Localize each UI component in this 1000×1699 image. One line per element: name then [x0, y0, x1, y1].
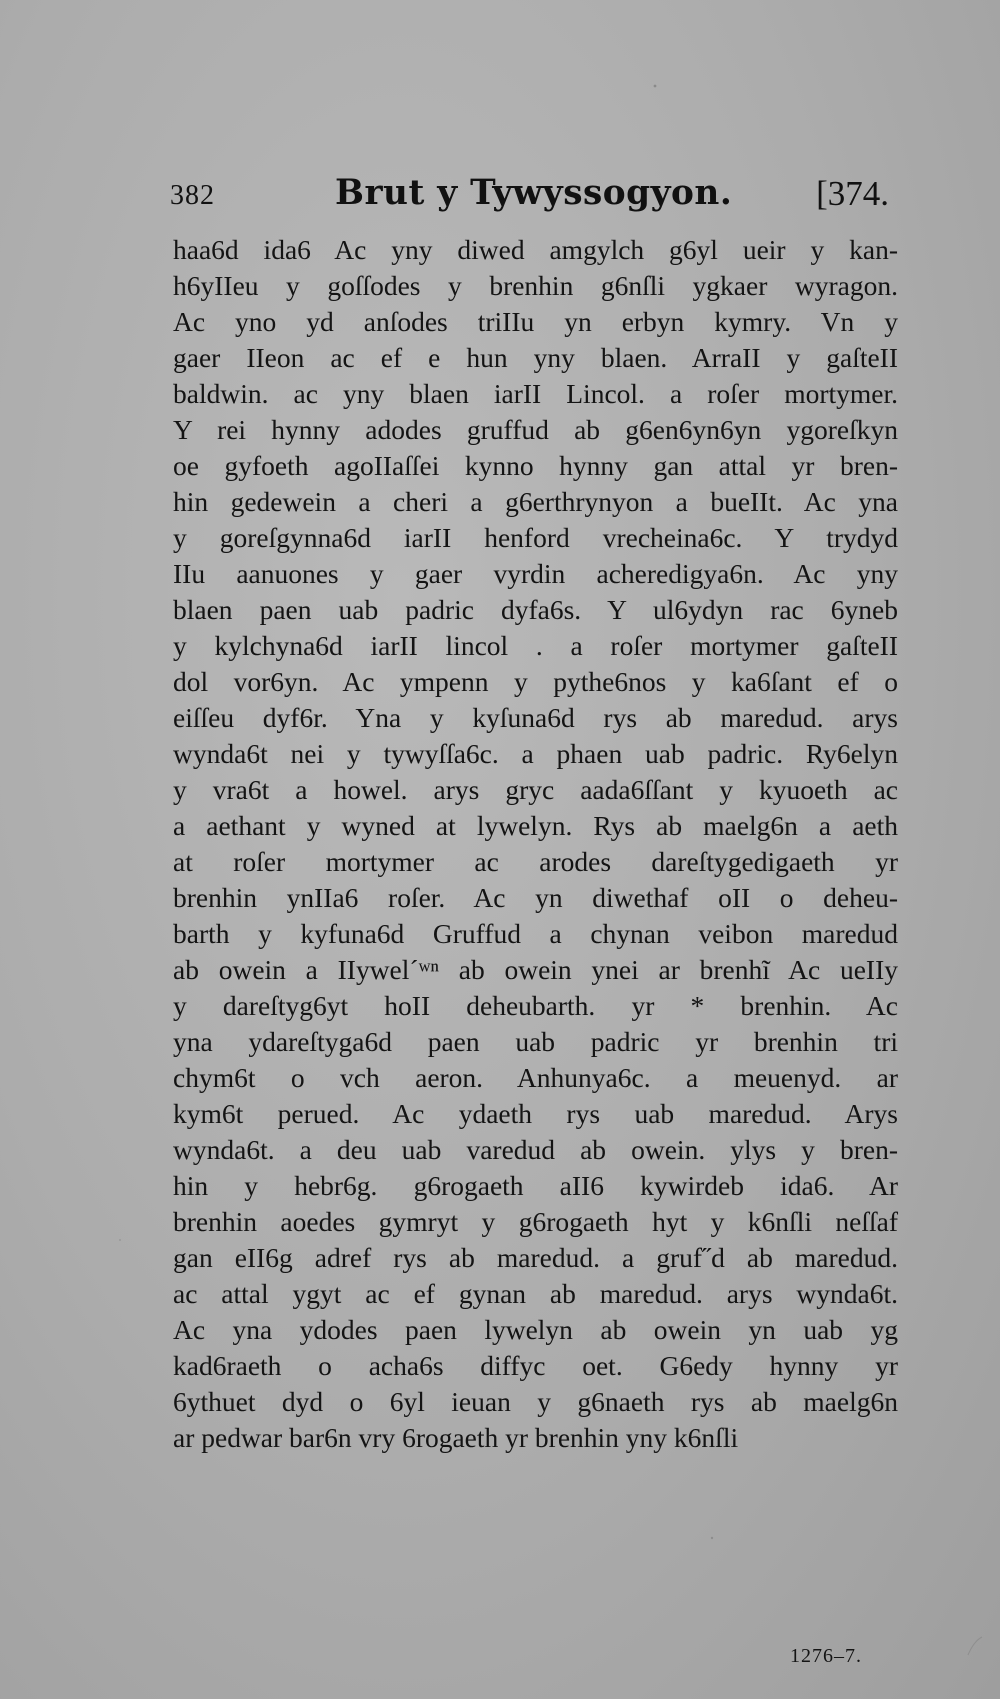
text-line: ab owein a IIywel´ʷⁿ ab owein ynei ar brenhĩ Ac ueIIy — [173, 954, 898, 985]
text-line: 6ythuet dyd o 6yl ieuan y g6naeth rys ab maelg6n — [173, 1386, 898, 1417]
text-line: gaer IIeon ac ef e hun yny blaen. ArraII y gaſteII — [173, 342, 898, 373]
text-line: y vra6t a howel. arys gryc aada6ſſant y kyuoeth ac — [173, 774, 898, 805]
text-line: brenhin aoedes gymryt y g6rogaeth hyt y k6nſli neſſaf — [173, 1206, 898, 1237]
text-line: hin y hebr6g. g6rogaeth aII6 kywirdeb ida6. Ar — [173, 1170, 898, 1201]
text-line: Y rei hynny adodes gruffud ab g6en6yn6yn ygoreſkyn — [173, 414, 898, 445]
text-line: wynda6t nei y tywyſſa6c. a phaen uab padric. Ry6elyn — [173, 738, 898, 769]
chapter-number: [374. — [816, 174, 889, 213]
text-line: Ac yna ydodes paen lywelyn ab owein yn uab yg — [173, 1314, 898, 1345]
text-line: a aethant y wyned at lywelyn. Rys ab maelg6n a aeth — [173, 810, 898, 841]
text-line: ac attal ygyt ac ef gynan ab maredud. arys wynda6t. — [173, 1278, 898, 1309]
text-line: blaen paen uab padric dyfa6s. Y ul6ydyn rac 6yneb — [173, 594, 898, 625]
text-line: baldwin. ac yny blaen iarII Lincol. a roſer mortymer. — [173, 378, 898, 409]
text-line: Ac yno yd anſodes triIIu yn erbyn kymry. Vn y — [173, 306, 898, 337]
text-line: h6yIIeu y goſſodes y brenhin g6nſli ygkaer wyragon. — [173, 270, 898, 301]
text-line: at roſer mortymer ac arodes dareſtygedigaeth yr — [173, 846, 898, 877]
text-line: dol vor6yn. Ac ympenn y pythe6nos y ka6ſant ef o — [173, 666, 898, 697]
page-header — [160, 172, 895, 228]
text-line: haa6d ida6 Ac yny diwed amgylch g6yl ueir y kan- — [173, 234, 898, 265]
text-line: y kylchyna6d iarII lincol . a roſer mortymer gaſteII — [173, 630, 898, 661]
text-line: chym6t o vch aeron. Anhunya6c. a meuenyd. ar — [173, 1062, 898, 1093]
text-line: wynda6t. a deu uab varedud ab owein. ylys y bren- — [173, 1134, 898, 1165]
page-number: 382 — [170, 180, 215, 211]
text-line: kad6raeth o acha6s diffyc oet. G6edy hynny yr — [173, 1350, 898, 1381]
text-line: yna ydareſtyga6d paen uab padric yr brenhin tri — [173, 1026, 898, 1057]
text-line: oe gyfoeth agoIIaſſei kynno hynny gan attal yr bren- — [173, 450, 898, 481]
text-line: kym6t perued. Ac ydaeth rys uab maredud. Arys — [173, 1098, 898, 1129]
text-line: brenhin ynIIa6 roſer. Ac yn diwethaf oII o deheu- — [173, 882, 898, 913]
text-line: y dareſtyg6yt hoII deheubarth. yr * brenhin. Ac — [173, 990, 898, 1021]
text-line: y goreſgynna6d iarII henford vrecheina6c. Y trydyd — [173, 522, 898, 553]
text-line: barth y kyfuna6d Gruffud a chynan veibon maredud — [173, 918, 898, 949]
running-title: Brut y Tywyssogyon. — [335, 172, 733, 213]
body-text — [173, 232, 898, 1456]
catchword: 1276–7. — [790, 1645, 862, 1667]
text-line: eiſſeu dyf6r. Yna y kyſuna6d rys ab maredud. arys — [173, 702, 898, 733]
text-line: ar pedwar bar6n vry 6rogaeth yr brenhin yny k6nſli — [173, 1422, 739, 1453]
text-line: IIu aanuones y gaer vyrdin acheredigya6n. Ac yny — [173, 558, 898, 589]
text-line: gan eII6g adref rys ab maredud. a gruf˝d ab maredud. — [173, 1242, 898, 1273]
text-line: hin gedewein a cheri a g6erthrynyon a bueIIt. Ac yna — [173, 486, 898, 517]
